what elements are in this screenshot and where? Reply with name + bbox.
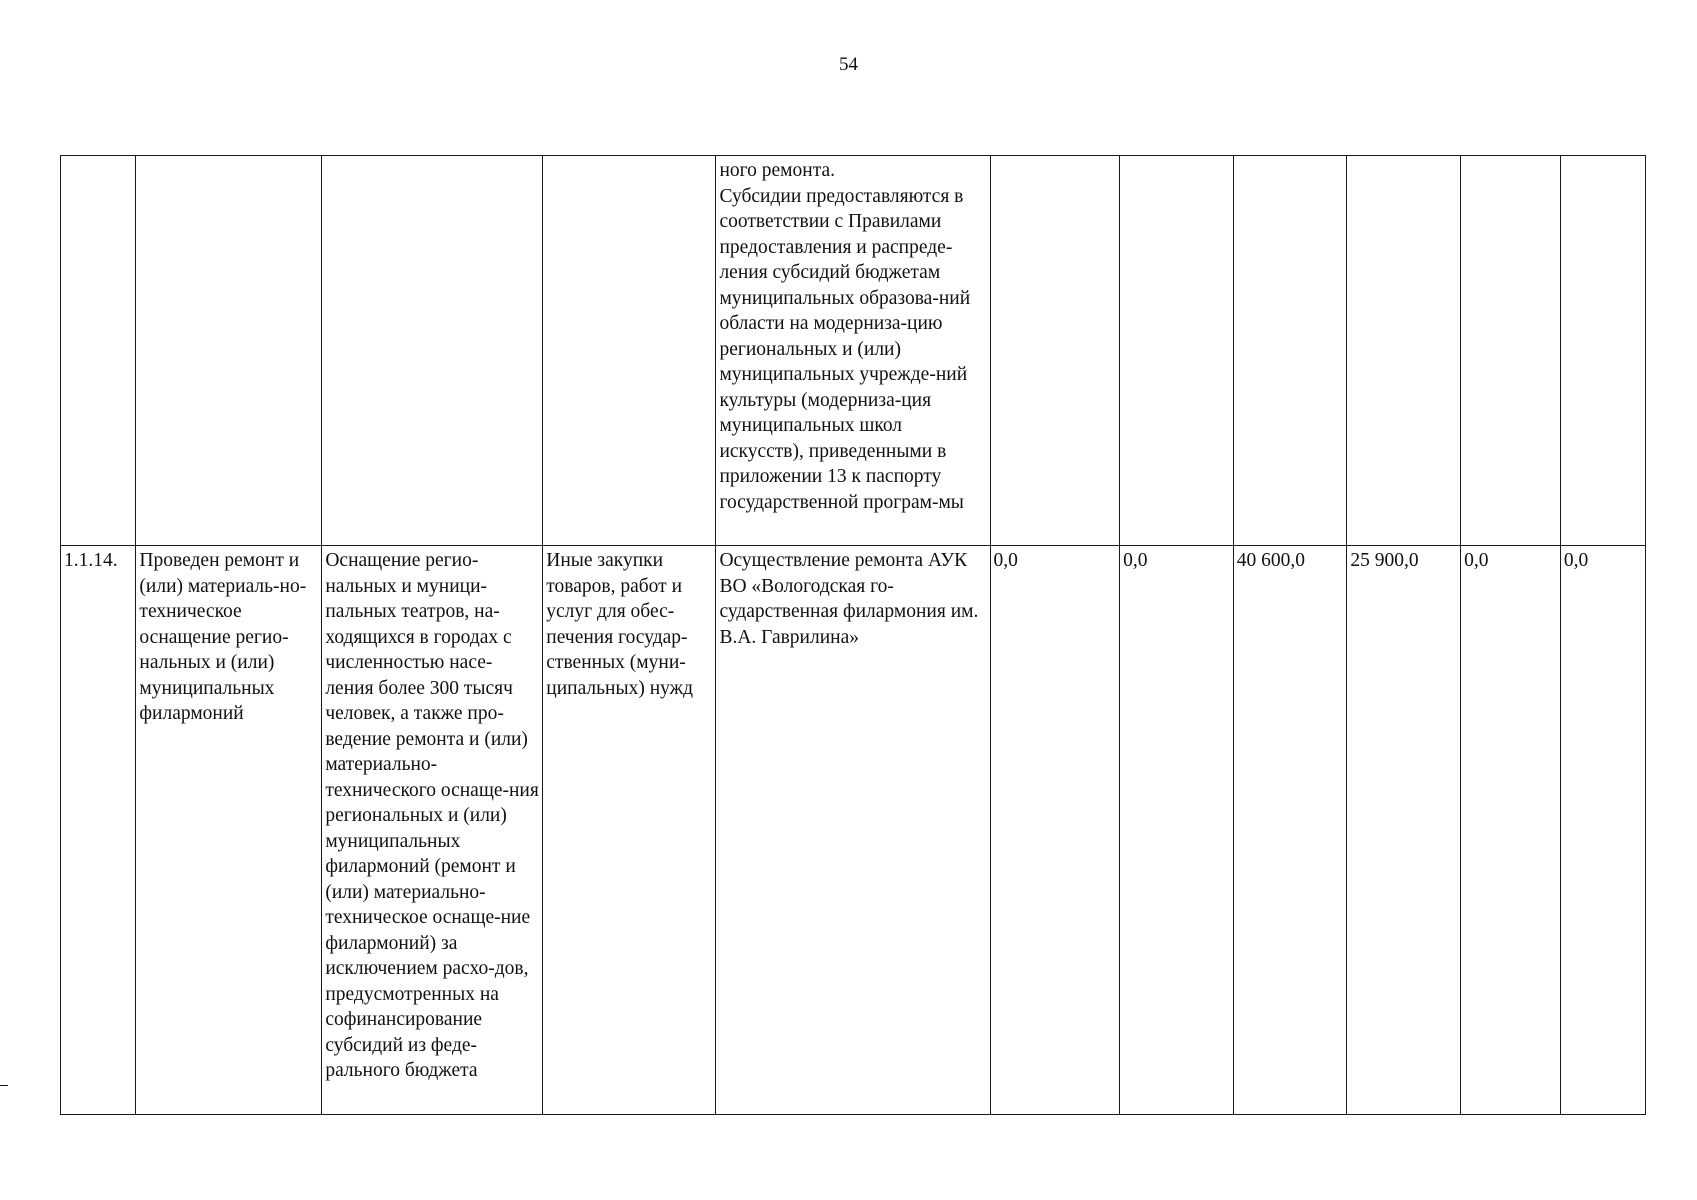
cell-description xyxy=(322,156,543,546)
cell-value-5: 0,0 xyxy=(1461,546,1561,1115)
cell-value-6: 0,0 xyxy=(1560,546,1645,1115)
cell-number: 1.1.14. xyxy=(61,546,136,1115)
cell-value-2 xyxy=(1120,156,1234,546)
cell-value-5 xyxy=(1461,156,1561,546)
cell-value-4 xyxy=(1347,156,1461,546)
cell-measure: ного ремонта. Субсидии предоставляются в соответствии с Правилами предоставления и распреде-ления субсидий бюджетам муниципальных образова-ний области на модерниза-цию региональных и (или) муниципальных учрежде-ний культуры (модерниза-ция муниципальных школ искусств), приведенными в приложении 13 к паспорту государственной програм-мы xyxy=(716,156,990,546)
program-table xyxy=(60,155,1646,1115)
cell-description: Оснащение регио-нальных и муници-пальных театров, на-ходящихся в городах с численностью насе-ления более 300 тысяч человек, а также про-ведение ремонта и (или) материально-технического оснаще-ния региональных и (или) муниципальных филармоний (ремонт и (или) материально-техническое оснаще-ние филармоний) за исключением расхо-дов, предусмотренных на софинансирование субсидий из феде-рального бюджета xyxy=(322,546,543,1115)
cell-expense-type xyxy=(543,156,716,546)
cell-value-2: 0,0 xyxy=(1120,546,1234,1115)
cell-value-6 xyxy=(1560,156,1645,546)
cell-measure: Осуществление ремонта АУК ВО «Вологодская го-сударственная филармония им. В.А. Гаврилина» xyxy=(716,546,990,1115)
cell-expense-type: Иные закупки товаров, работ и услуг для обес-печения государ-ственных (муни-ципальных) нужд xyxy=(543,546,716,1115)
cell-result: Проведен ремонт и (или) материаль-но-техническое оснащение регио-нальных и (или) муниципальных филармоний xyxy=(136,546,322,1115)
cell-value-1: 0,0 xyxy=(990,546,1120,1115)
margin-mark xyxy=(0,1085,8,1086)
cell-value-4: 25 900,0 xyxy=(1347,546,1461,1115)
page-number: 54 xyxy=(839,54,858,75)
cell-value-3 xyxy=(1233,156,1347,546)
table-row-1-1-14 xyxy=(61,546,1646,1115)
cell-number xyxy=(61,156,136,546)
cell-value-1 xyxy=(990,156,1120,546)
cell-value-3: 40 600,0 xyxy=(1233,546,1347,1115)
table-row-continuation xyxy=(61,156,1646,546)
cell-result xyxy=(136,156,322,546)
